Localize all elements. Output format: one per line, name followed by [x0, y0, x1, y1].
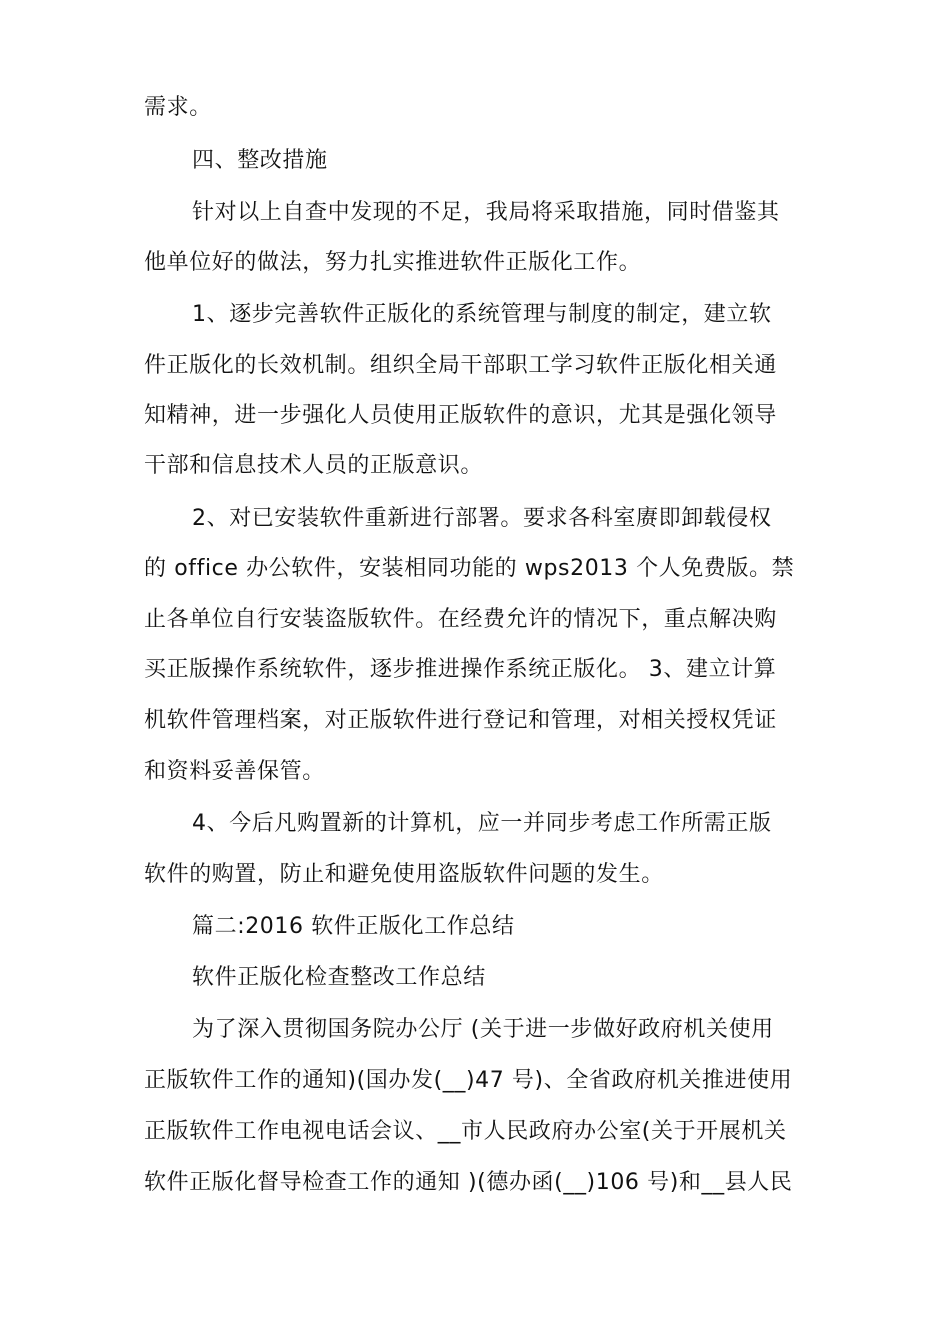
text-line-4: 他单位好的做法，努力扎实推进软件正版化工作。 [144, 250, 642, 275]
text-line-19: 为了深入贯彻国务院办公厅 (关于进一步做好政府机关使用 [192, 1017, 774, 1042]
section-title: 软件正版化检查整改工作总结 [192, 965, 486, 990]
text-line-13: 机软件管理档案，对正版软件进行登记和管理，对相关授权凭证 [144, 708, 777, 733]
text-line-10: 的 office 办公软件，安装相同功能的 wps2013 个人免费版。禁 [144, 556, 795, 581]
text-line-5: 1、逐步完善软件正版化的系统管理与制度的制定，建立软 [192, 302, 772, 327]
section-heading-rectification: 四、整改措施 [192, 148, 328, 173]
text-line-16: 软件的购置，防止和避免使用盗版软件问题的发生。 [144, 862, 664, 887]
text-line-22: 软件正版化督导检查工作的通知 )(德办函(__)106 号)和__县人民 [144, 1170, 793, 1195]
text-line-1: 需求。 [144, 95, 212, 120]
text-line-12: 买正版操作系统软件，逐步推进操作系统正版化。 3、建立计算 [144, 657, 777, 682]
text-line-9: 2、对已安装软件重新进行部署。要求各科室赓即卸载侵权 [192, 506, 772, 531]
text-line-11: 止各单位自行安装盗版软件。在经费允许的情况下，重点解决购 [144, 607, 777, 632]
text-line-20: 正版软件工作的通知)(国办发(__)47 号)、全省政府机关推进使用 [144, 1068, 793, 1093]
text-line-3: 针对以上自查中发现的不足，我局将采取措施，同时借鉴其 [192, 200, 780, 225]
text-line-7: 知精神，进一步强化人员使用正版软件的意识，尤其是强化领导 [144, 403, 777, 428]
chapter-heading: 篇二:2016 软件正版化工作总结 [192, 914, 515, 939]
text-line-6: 件正版化的长效机制。组织全局干部职工学习软件正版化相关通 [144, 353, 777, 378]
text-line-21: 正版软件工作电视电话会议、__市人民政府办公室(关于开展机关 [144, 1119, 787, 1144]
text-line-8: 干部和信息技术人员的正版意识。 [144, 453, 484, 478]
text-line-14: 和资料妥善保管。 [144, 759, 325, 784]
text-line-15: 4、今后凡购置新的计算机，应一并同步考虑工作所需正版 [192, 811, 772, 836]
